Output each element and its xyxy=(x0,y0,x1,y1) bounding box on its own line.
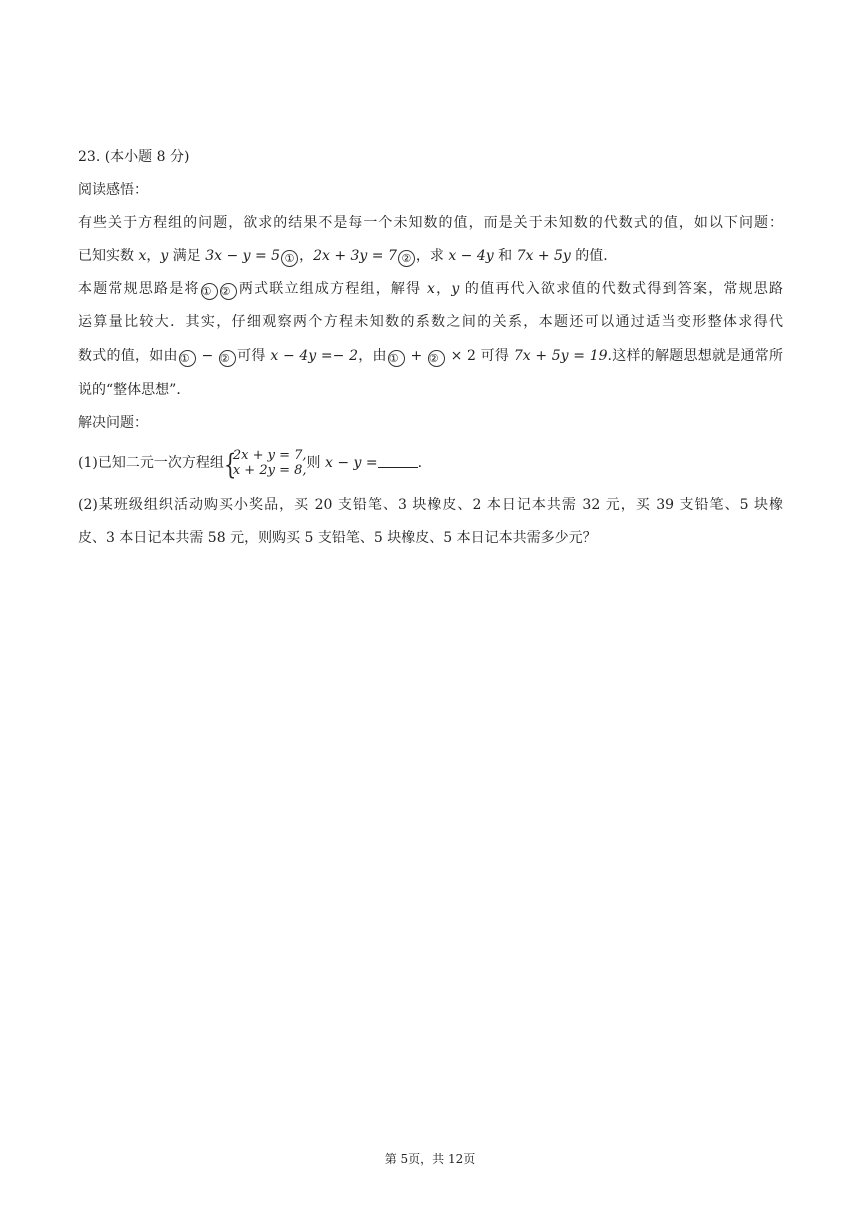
equation-2: 2x + 3y = 7 xyxy=(313,248,397,264)
reading-title: 阅读感悟： xyxy=(78,182,148,198)
left-brace: { xyxy=(223,448,237,481)
result-2: 7x + 5y = 19 xyxy=(513,348,608,364)
equation-system: { 2x + y = 7, x + 2y = 8, xyxy=(224,448,307,478)
problem-header: 23. (本小题 8 分) xyxy=(78,149,190,165)
solve-title: 解决问题： xyxy=(78,415,148,431)
paragraph-1-line-2: 已知实数 x，y 满足 3x − y = 5 ① ，2x + 3y = 7 ② ，求 x − 4y 和 7x + 5y 的值. xyxy=(78,248,608,265)
paragraph-2-line-1: 本题常规思路是将 ① ② 两式联立组成方程组，解得 x，y 的值再代入欲求值的代数式得到答案，常规思路 xyxy=(78,281,784,298)
equation-1: 3x − y = 5 xyxy=(205,248,281,264)
paragraph-2-line-3: 数式的值，如由 ① − ② 可得 x − 4y =− 2，由 ① + ② × 2 可得 7x + 5y = 19.这样的解题思想就是通常所 xyxy=(78,348,784,365)
page-footer: 第 5页，共 12页 xyxy=(384,1152,476,1166)
equation-1-mark: ① xyxy=(281,250,298,267)
paragraph-2-line-2: 运算量比较大．其实，仔细观察两个方程未知数的系数之间的关系，本题还可以通过适当变形整体求得代 xyxy=(78,314,783,330)
result-1: x − 4y =− 2 xyxy=(270,348,358,364)
question-2-line-2: 皮、3 本日记本共需 58 元，则购买 5 支铅笔、5 块橡皮、5 本日记本共需多少元？ xyxy=(78,530,597,546)
answer-blank xyxy=(378,454,418,468)
question-2-line-1: (2)某班级组织活动购买小奖品，买 20 支铅笔、3 块橡皮、2 本日记本共需 32 元，买 39 支铅笔、5 块橡 xyxy=(78,497,783,513)
equation-2-mark: ② xyxy=(398,250,415,267)
expression-1: x − 4y xyxy=(448,248,494,264)
paragraph-2-line-4: 说的“整体思想”． xyxy=(78,382,191,398)
question-1: (1)已知二元一次方程组 { 2x + y = 7, x + 2y = 8, 则 x − y = . xyxy=(78,447,422,479)
paragraph-1-line-1: 有些关于方程组的问题，欲求的结果不是每一个未知数的值，而是关于未知数的代数式的值，如以下问题： xyxy=(78,215,783,231)
expression-2: 7x + 5y xyxy=(516,248,571,264)
